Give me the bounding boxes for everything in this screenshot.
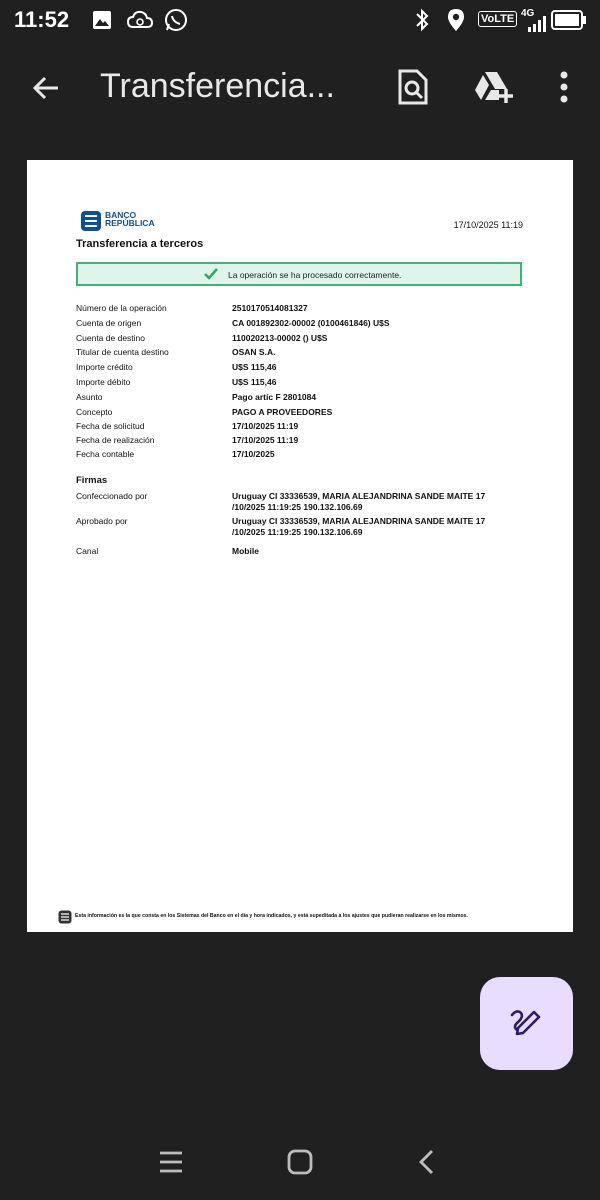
edit-pen-icon — [509, 1005, 545, 1041]
document-date: 17/10/2025 11:19 — [453, 220, 523, 230]
detail-row — [76, 362, 546, 377]
back-icon[interactable] — [416, 1148, 438, 1176]
detail-row — [76, 407, 546, 422]
detail-row — [76, 449, 546, 464]
cloud-sync-icon — [127, 9, 153, 31]
detail-row — [76, 377, 546, 392]
disclaimer-text: Esta información es la que consta en los Sistemas del Banco en el día y hora indicados, y está supeditada a los ajustes que pudieran realizarse en los mismos. — [75, 913, 468, 919]
channel-value: Mobile — [232, 546, 259, 556]
detail-label: Fecha de solicitud — [76, 421, 145, 432]
detail-value: 17/10/2025 — [232, 448, 275, 459]
battery-icon — [551, 10, 587, 30]
back-arrow-icon[interactable] — [30, 72, 62, 104]
detail-value: 110020213-00002 () U$S — [232, 332, 328, 343]
signature-label: Aprobado por — [76, 516, 128, 526]
gallery-icon — [92, 10, 112, 30]
status-time: 11:52 — [14, 7, 70, 32]
app-bar — [0, 42, 600, 134]
detail-label: Asunto — [76, 391, 103, 402]
detail-value: 17/10/2025 11:19 — [232, 434, 299, 445]
more-vert-icon[interactable] — [556, 70, 572, 104]
bank-name-line2: REPÚBLICA — [105, 218, 155, 228]
location-icon — [447, 8, 465, 32]
detail-row — [76, 333, 546, 348]
signal-icon — [527, 16, 547, 32]
detail-label: Cuenta de destino — [76, 332, 145, 343]
detail-row — [76, 392, 546, 407]
channel-label: Canal — [76, 546, 99, 556]
bank-name — [105, 211, 155, 227]
detail-row — [76, 421, 546, 435]
network-type: 4G — [521, 8, 535, 19]
volte-indicator: VoLTE — [478, 11, 517, 27]
detail-label: Importe débito — [76, 376, 131, 387]
signature-label: Confeccionado por — [76, 491, 148, 501]
signature-value: Uruguay CI 33336539, MARIA ALEJANDRINA SANDE MAITE 17 /10/2025 11:19:25 190.132.106.69 — [232, 516, 486, 537]
detail-label: Fecha contable — [76, 448, 135, 459]
bank-logo-icon — [80, 210, 102, 232]
detail-label: Importe crédito — [76, 362, 133, 373]
signature-value: Uruguay CI 33336539, MARIA ALEJANDRINA SANDE MAITE 17 /10/2025 11:19:25 190.132.106.69 — [232, 491, 486, 512]
document-heading: Transferencia a terceros — [76, 238, 204, 250]
detail-value: PAGO A PROVEEDORES — [232, 406, 333, 417]
detail-value: Pago artíc F 2801084 — [232, 391, 317, 402]
detail-row — [76, 347, 546, 362]
status-bar — [0, 0, 600, 42]
find-in-page-icon[interactable] — [397, 69, 429, 105]
detail-label: Concepto — [76, 406, 113, 417]
detail-row — [76, 318, 546, 333]
success-banner — [76, 262, 522, 286]
detail-value: CA 001892302-00002 (0100461846) U$S — [232, 317, 390, 328]
pdf-page[interactable] — [27, 160, 573, 932]
detail-value: U$S 115,46 — [232, 376, 277, 387]
checkmark-icon — [203, 266, 219, 282]
detail-row — [76, 303, 546, 318]
detail-label: Fecha de realización — [76, 434, 155, 445]
detail-value: U$S 115,46 — [232, 362, 277, 373]
document-title: Transferencia... — [100, 67, 335, 105]
home-icon[interactable] — [286, 1148, 314, 1176]
detail-label: Número de la operación — [76, 303, 167, 313]
detail-value: 2510170514081327 — [232, 303, 308, 313]
bluetooth-icon — [414, 8, 430, 32]
whatsapp-icon — [164, 8, 188, 32]
bank-seal-icon — [58, 910, 72, 924]
detail-label: Titular de cuenta destino — [76, 347, 169, 358]
bank-name-line1: BANCO — [105, 210, 137, 220]
transfer-details — [76, 303, 546, 463]
detail-value: 17/10/2025 11:19 — [232, 421, 299, 432]
signatures-heading: Firmas — [76, 475, 108, 486]
system-nav-bar — [0, 1120, 600, 1200]
detail-row — [76, 435, 546, 449]
add-to-drive-icon[interactable] — [473, 70, 515, 104]
edit-fab-button[interactable] — [480, 977, 573, 1070]
recent-apps-icon[interactable] — [158, 1150, 184, 1174]
detail-value: OSAN S.A. — [232, 347, 276, 358]
detail-label: Cuenta de origen — [76, 317, 142, 328]
success-message: La operación se ha procesado correctamente. — [228, 270, 402, 280]
